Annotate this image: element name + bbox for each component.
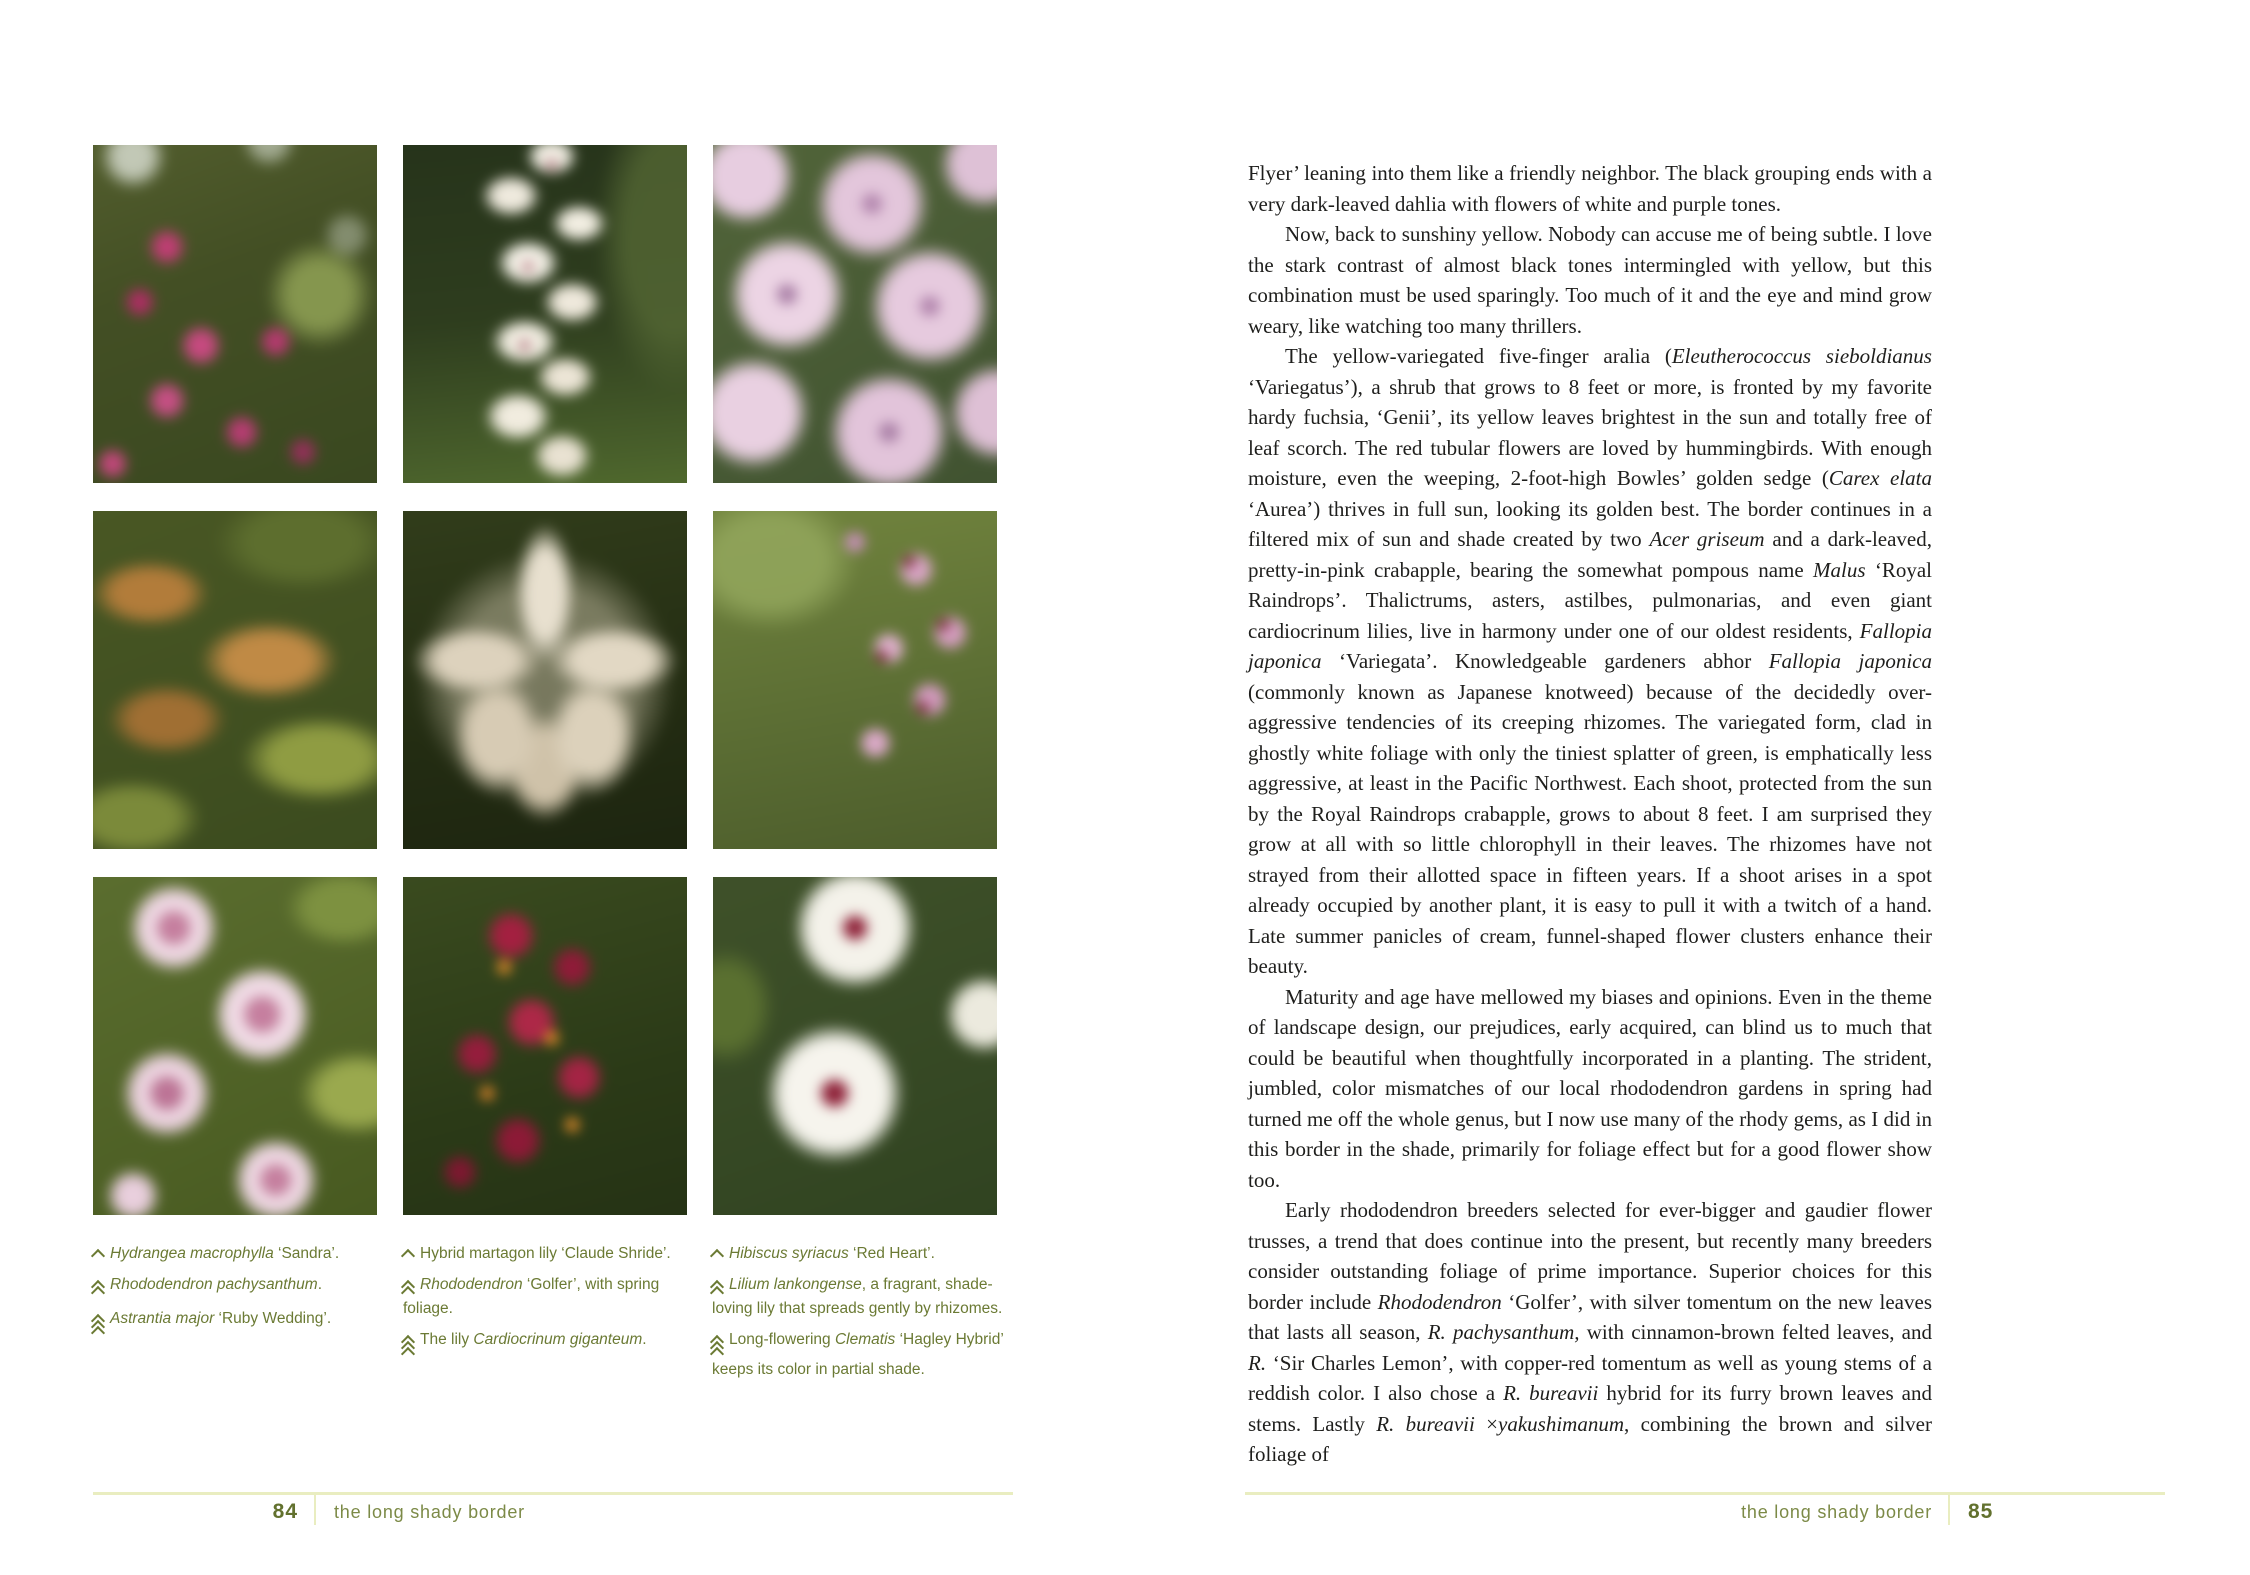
- clematis-photo: [713, 145, 997, 483]
- rhododendron-pachysanthum-photo: [93, 511, 377, 849]
- body-paragraph: Now, back to sunshiny yellow. Nobody can accuse me of being subtle. I love the stark contrast of almost black tones intermingled with yellow, but this combination must be used sparingly. Too much of it and the eye and mind grow weary, like watching too many thrillers.: [1248, 222, 1932, 338]
- photo-caption: Hibiscus syriacus ‘Red Heart’.: [712, 1243, 1012, 1264]
- photo-caption: Astrantia major ‘Ruby Wedding’.: [93, 1308, 393, 1338]
- caption-col-1: [93, 1243, 393, 1390]
- running-title-left: the long shady border: [334, 1502, 525, 1522]
- page-number-right: 85: [1968, 1500, 1994, 1523]
- body-paragraph: Flyer’ leaning into them like a friendly neighbor. The black grouping ends with a very dark-leaved dahlia with flowers of white and purple tones.: [1248, 161, 1932, 216]
- hibiscus-photo: [713, 877, 997, 1215]
- photo-caption: The lily Cardiocrinum giganteum.: [403, 1329, 703, 1359]
- body-paragraph: Early rhododendron breeders selected for ever-bigger and gaudier flower trusses, a trend that does continue into the present, but recently many breeders consider outstanding foliage of prime importance. Superior choices for this border include Rhododendron ‘Golfer’, with silver tomentum on the new leaves that lasts all season, R. pachysanthum, with cinnamon-brown felted leaves, and R. ‘Sir Charles Lemon’, with copper-red tomentum as well as young stems of a reddish color. I also chose a R. bureavii hybrid for its furry brown leaves and stems. Lastly R. bureavii ×yakushimanum, combining the brown and silver foliage of: [1248, 1198, 1932, 1466]
- body-text: [1248, 158, 1932, 1470]
- photo-caption: Rhododendron ‘Golfer’, with spring foliage.: [403, 1274, 703, 1319]
- cardiocrinum-photo: [403, 145, 687, 483]
- footer-left: [93, 1492, 1013, 1529]
- page-number-left: 84: [272, 1500, 298, 1523]
- caret-up-icon: [93, 1316, 103, 1338]
- martagon-lily-photo: [403, 877, 687, 1215]
- caption-col-2: [403, 1243, 703, 1390]
- caret-up-icon: [403, 1251, 413, 1261]
- hydrangea-photo: [93, 877, 377, 1215]
- caret-up-icon: [93, 1251, 103, 1261]
- photo-caption: Hydrangea macrophylla ‘Sandra’.: [93, 1243, 393, 1264]
- rhododendron-golfer-photo: [403, 511, 687, 849]
- caret-up-icon: [712, 1251, 722, 1261]
- body-paragraph: Maturity and age have mellowed my biases and opinions. Even in the theme of landscape design, our prejudices, early acquired, can blind us to much that could be beautiful when thoughtfully incorporated in a planting. The strident, jumbled, color mismatches of our local rhododendron gardens in spring had turned me off the whole genus, but I now use many of the rhody gems, as I did in this border in the shade, primarily for foliage effect but for a good flower show too.: [1248, 984, 1932, 1192]
- caret-up-icon: [93, 1282, 103, 1298]
- caption-columns: [93, 1243, 1022, 1390]
- caption-col-3: [712, 1243, 1012, 1390]
- photo-caption: Hybrid martagon lily ‘Claude Shride’.: [403, 1243, 703, 1264]
- body-paragraph: The yellow-variegated five-finger aralia (Eleutherococcus sieboldianus ‘Variegatus’), a shrub that grows to 8 feet or more, is fronted by my favorite hardy fuchsia, ‘Genii’, its yellow leaves brightest in the sun and totally free of leaf scorch. The red tubular flowers are loved by hummingbirds. With enough moisture, even the weeping, 2-foot-high Bowles’ golden sedge (Carex elata ‘Aurea’) thrives in full sun, looking its golden best. The border continues in a filtered mix of sun and shade created by two Acer griseum and a dark-leaved, pretty-in-pink crabapple, bearing the somewhat pompous name Malus ‘Royal Raindrops’. Thalictrums, asters, astilbes, pulmonarias, and even giant cardiocrinum lilies, live in harmony under one of our oldest residents, Fallopia japonica ‘Variegata’. Knowledgeable gardeners abhor Fallopia japonica (commonly known as Japanese knotweed) because of the decidedly over-aggressive tendencies of its creeping rhizomes. The variegated form, clad in ghostly white foliage with only the tiniest splatter of green, is emphatically less aggressive, at least in the Pacific Northwest. Each shoot, protected from the sun by the Royal Raindrops crabapple, grows to about 8 feet. I am surprised they grow at all with so little chlorophyll in their leaves. The rhizomes have not strayed from their allotted space in fifteen years. If a shoot arises in a spot already occupied by another plant, it is easy to pull it with a twitch of a hand. Late summer panicles of cream, funnel-shaped flower clusters enhance their beauty.: [1248, 344, 1933, 978]
- photo-caption: Rhododendron pachysanthum.: [93, 1274, 393, 1298]
- astrantia-photo: [93, 145, 377, 483]
- lilium-lankongense-photo: [713, 511, 997, 849]
- caret-up-icon: [712, 1337, 722, 1359]
- caret-up-icon: [403, 1337, 413, 1359]
- footer-right: [1245, 1492, 2165, 1529]
- caret-up-icon: [712, 1282, 722, 1298]
- photo-caption: Long-flowering Clematis ‘Hagley Hybrid’ keeps its color in partial shade.: [712, 1329, 1012, 1380]
- caret-up-icon: [403, 1282, 413, 1298]
- photo-grid: [93, 145, 997, 1215]
- running-title-right: the long shady border: [1741, 1502, 1932, 1522]
- photo-caption: Lilium lankongense, a fragrant, shade-loving lily that spreads gently by rhizomes.: [712, 1274, 1012, 1319]
